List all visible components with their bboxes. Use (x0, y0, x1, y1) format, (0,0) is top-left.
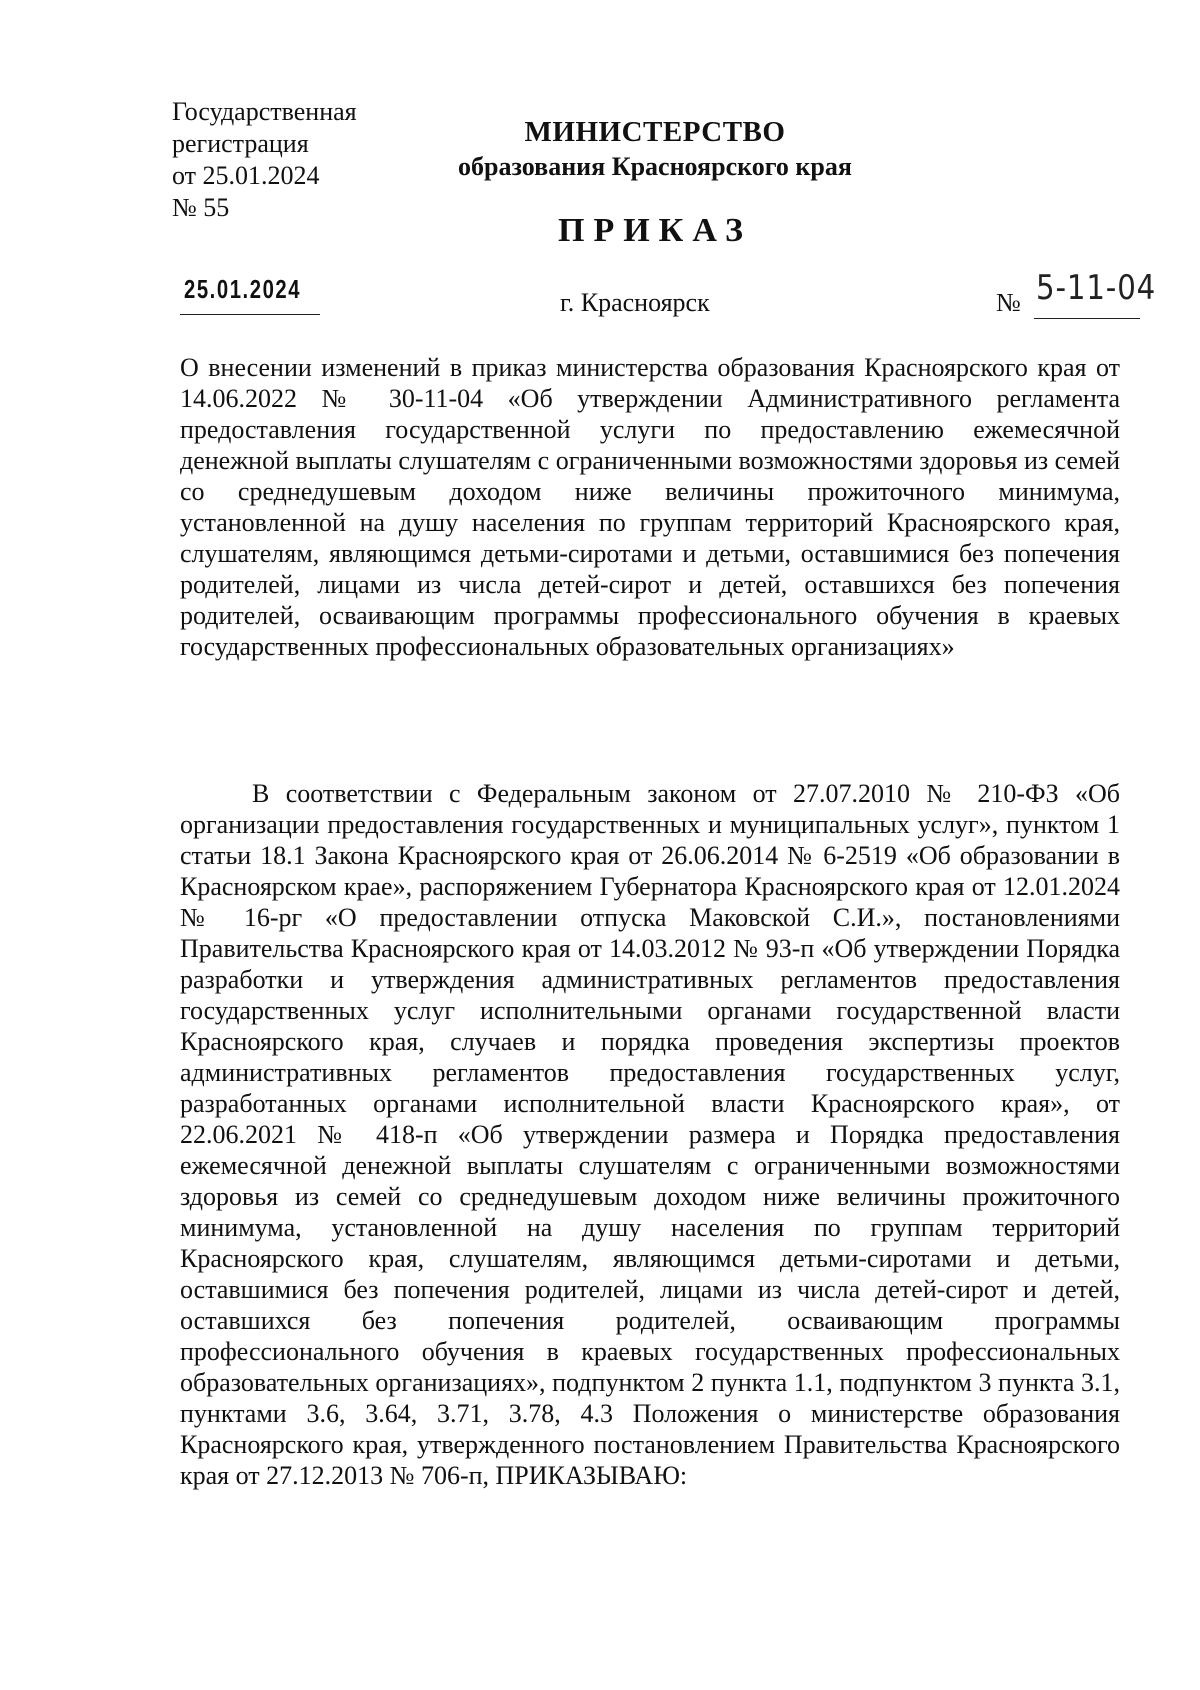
order-date: 25.01.2024 (184, 274, 302, 304)
registration-number: № 55 (172, 193, 230, 222)
ministry-subtitle: образования Красноярского края (458, 152, 852, 181)
order-title: ПРИКАЗ (558, 212, 752, 249)
order-city: г. Красноярск (560, 288, 710, 317)
registration-line: регистрация (172, 129, 309, 158)
ministry-header (420, 114, 890, 184)
date-underline (180, 314, 320, 315)
order-body-paragraph: В соответствии с Федеральным законом от 27.07.2010 № 210-ФЗ «Об организации предоставления государственных и муниципальных услуг», пунктом 1 статьи 18.1 Закона Красноярского края от 26.06.2014 № 6-2519 «Об образовании в Красноярском крае», распоряжением Губернатора Красноярского края от 12.01.2024 № 16-рг «О предоставлении отпуска Маковской С.И.», постановлениями Правительства Красноярского края от 14.03.2012 № 93-п «Об утверждении Порядка разработки и утверждения административных регламентов предоставления государственных услуг исполнительными органами государственной власти Красноярского края, случаев и порядка проведения экспертизы проектов административных регламентов предоставления государственных услуг, разработанных органами исполнительной власти Красноярского края», от 22.06.2021 № 418-п «Об утверждении размера и Порядка предоставления ежемесячной денежной выплаты слушателям с ограниченными возможностями здоровья из семей со среднедушевым доходом ниже величины прожиточного минимума, установленной на душу населения по группам территорий Красноярского края, слушателям, являющимся детьми-сиротами и детьми, оставшимися без попечения родителей, лицами из числа детей-сирот и детей, оставшихся без попечения родителей, осваивающим программы профессионального обучения в краевых государственных профессиональных образовательных организациях», подпунктом 2 пункта 1.1, подпунктом 3 пункта 3.1, пунктами 3.6, 3.64, 3.71, 3.78, 4.3 Положения о министерстве образования Красноярского края, утвержденного постановлением Правительства Красноярского края от 27.12.2013 № 706-п, ПРИКАЗЫВАЮ: (180, 779, 1120, 1490)
order-subject: О внесении изменений в приказ министерства образования Красноярского края от 14.06.2022 № 30-11-04 «Об утверждении Административного регламента предоставления государственной услуги по предоставлению ежемесячной денежной выплаты слушателям с ограниченными возможностями здоровья из семей со среднедушевым доходом ниже величины прожиточного минимума, установленной на душу населения по группам территорий Красноярского края, слушателям, являющимся детьми-сиротами и детьми, оставшимися без попечения родителей, лицами из числа детей-сирот и детей, оставшихся без попечения родителей, осваивающим программы профессионального обучения в краевых государственных профессиональных образовательных организациях» (180, 353, 1120, 661)
registration-line: Государственная (172, 97, 357, 126)
registration-date: от 25.01.2024 (172, 161, 320, 190)
order-number-label: № (996, 288, 1021, 317)
ministry-name: МИНИСТЕРСТВО (524, 116, 786, 148)
number-underline (1034, 318, 1140, 319)
registration-stamp (172, 96, 357, 224)
order-number-handwritten: 5-11-04 (1036, 268, 1157, 308)
